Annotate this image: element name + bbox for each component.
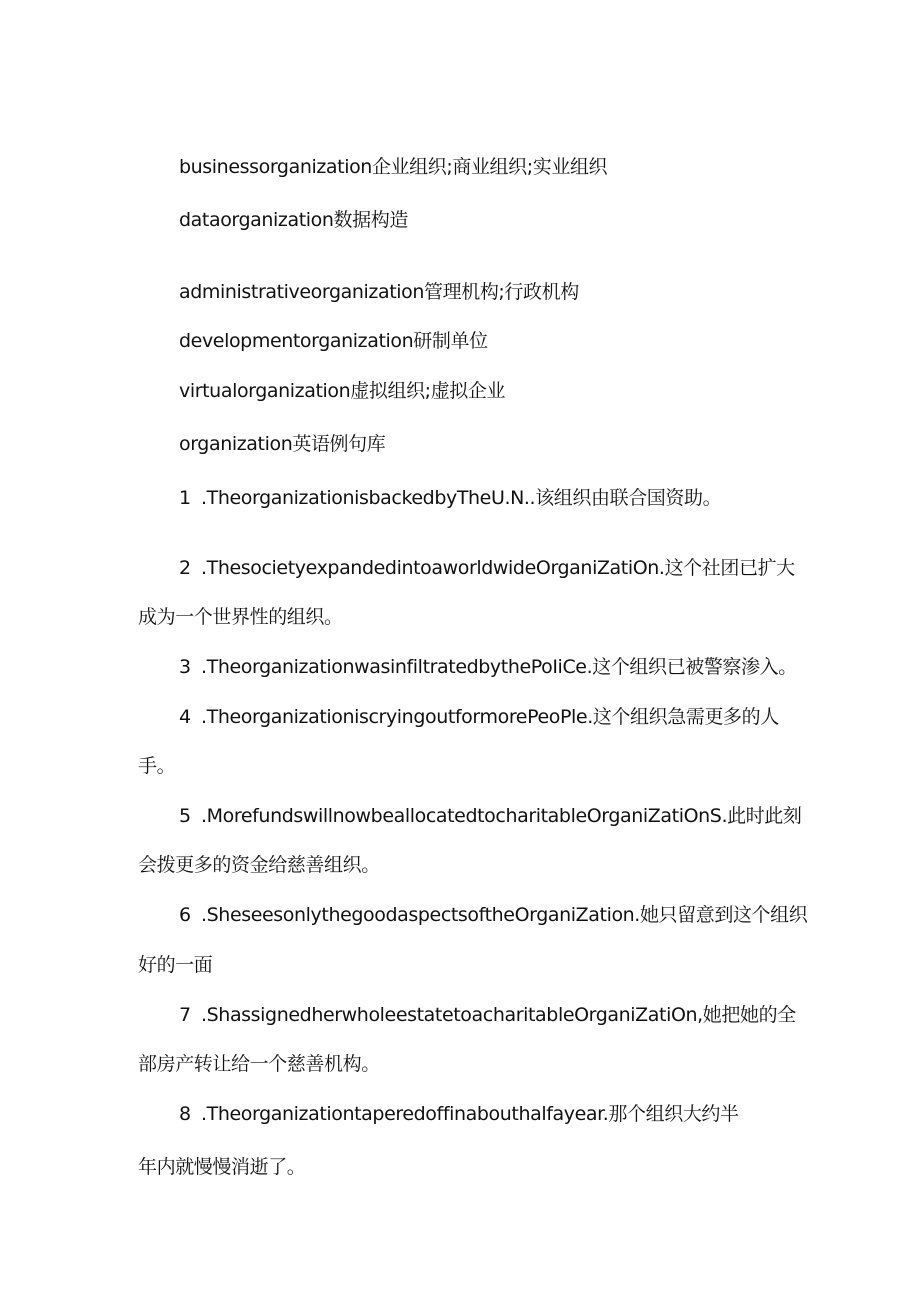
sentence-4-continuation: 手。 bbox=[138, 755, 176, 777]
phrase-development-organization: developmentorganization研制单位 bbox=[179, 330, 488, 352]
phrase-administrative-organization: administrativeorganization管理机构;行政机构 bbox=[179, 281, 579, 303]
sentence-5-continuation: 会拨更多的资金给慈善组织。 bbox=[138, 854, 380, 876]
sentence-3 bbox=[179, 654, 797, 680]
sentence-text: .Theorganizationtaperedoffinabouthalfayear.那个组织大约半 bbox=[201, 1103, 739, 1125]
sentence-text: .ShassignedherwholeestatetoacharitableOrganiZatiOn,她把她的全 bbox=[201, 1004, 796, 1026]
sentence-text: .TheorganizationiscryingoutformorePeoPle.这个组织急需更多的人 bbox=[201, 706, 779, 728]
sentence-6-continuation: 好的一面 bbox=[138, 954, 213, 976]
sentence-6 bbox=[179, 902, 807, 928]
sentence-7-continuation: 部房产转让给一个慈善机构。 bbox=[138, 1053, 380, 1075]
sentence-4 bbox=[179, 704, 779, 730]
sentence-number: 6 bbox=[179, 904, 191, 926]
sentence-number: 7 bbox=[179, 1004, 191, 1026]
sentence-number: 8 bbox=[179, 1103, 191, 1125]
sentence-number: 4 bbox=[179, 706, 191, 728]
sentence-text: .ThesocietyexpandedintoaworldwideOrganiZatiOn.这个社团已扩大 bbox=[201, 557, 795, 579]
sentence-8 bbox=[179, 1101, 739, 1127]
sentence-5 bbox=[179, 803, 801, 829]
sentence-text: .SheseesonlythegoodaspectsoftheOrganiZation.她只留意到这个组织 bbox=[201, 904, 808, 926]
example-sentences-heading: organization英语例句库 bbox=[179, 433, 386, 455]
sentence-number: 1 bbox=[179, 487, 191, 509]
sentence-1 bbox=[179, 485, 721, 511]
sentence-8-continuation: 年内就慢慢消逝了。 bbox=[138, 1156, 306, 1178]
sentence-number: 5 bbox=[179, 805, 191, 827]
sentence-text: .TheorganizationwasinfiltratedbythePoIiCe.这个组织已被警察渗入。 bbox=[201, 656, 797, 678]
sentence-number: 2 bbox=[179, 557, 191, 579]
sentence-number: 3 bbox=[179, 656, 191, 678]
sentence-text: .MorefundswillnowbeallocatedtocharitableOrganiZatiOnS.此时此刻 bbox=[201, 805, 802, 827]
sentence-2 bbox=[179, 555, 795, 581]
phrase-business-organization: businessorganization企业组织;商业组织;实业组织 bbox=[179, 156, 608, 178]
sentence-2-continuation: 成为一个世界性的组织。 bbox=[138, 606, 343, 628]
phrase-data-organization: dataorganization数据构造 bbox=[179, 209, 408, 231]
sentence-7 bbox=[179, 1002, 796, 1028]
sentence-text: .TheorganizationisbackedbyTheU.N..该组织由联合国资助。 bbox=[201, 487, 722, 509]
phrase-virtual-organization: virtualorganization虚拟组织;虚拟企业 bbox=[179, 380, 506, 402]
